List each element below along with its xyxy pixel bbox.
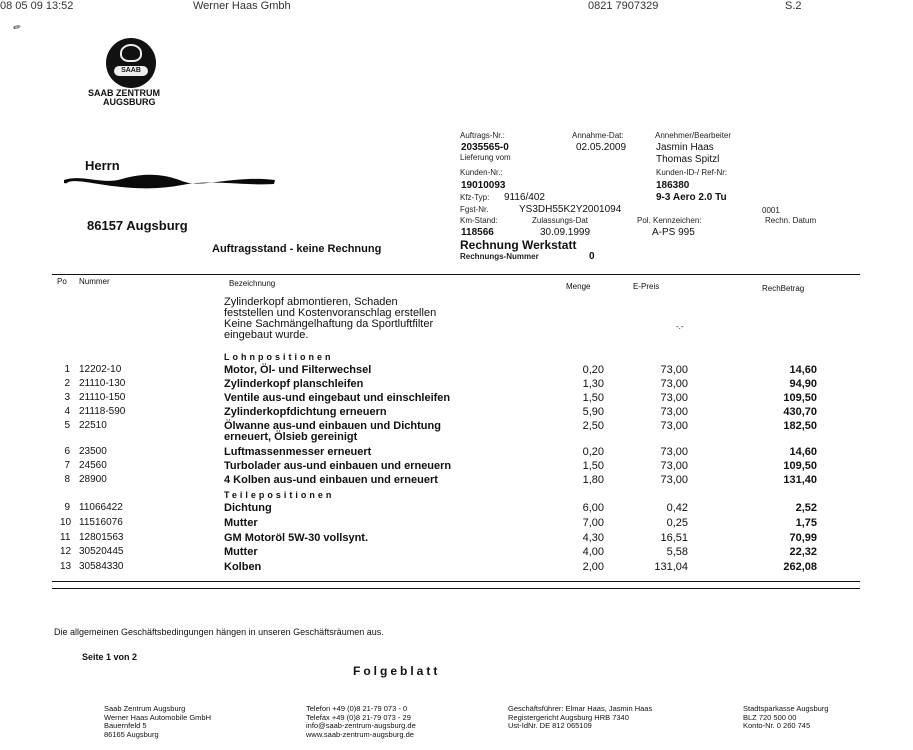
footer-line: Bauernfeld 5 xyxy=(104,721,147,730)
row-bezeichnung: Ventile aus-und eingebaut und einschleifen xyxy=(224,392,451,404)
row-menge: 4,00 xyxy=(582,546,604,558)
annahme-label: Annahme-Dat: xyxy=(572,131,624,140)
kmstand-label: Km-Stand: xyxy=(460,216,498,225)
row-betrag: 22,32 xyxy=(789,546,817,558)
recipient-salutation: Herrn xyxy=(85,158,120,173)
fax-sender: Werner Haas Gmbh xyxy=(193,0,291,12)
footer-line: Ust-IdNr. DE 812 065109 xyxy=(508,721,592,730)
row-bezeichnung: Zylinderkopf planschleifen xyxy=(224,378,364,390)
kfz-typ: 9116/402 xyxy=(504,192,545,203)
row-pos: 6 xyxy=(64,446,70,457)
page-of: Seite 1 von 2 xyxy=(82,652,138,662)
bearbeiter2: Thomas Spitzl xyxy=(656,154,720,165)
table-row xyxy=(0,392,913,406)
table-row xyxy=(0,546,913,560)
rechnungs-nr-label: Rechnungs-Nummer xyxy=(460,252,539,261)
row-menge: 4,30 xyxy=(582,532,604,544)
footer-line: 86165 Augsburg xyxy=(104,729,159,739)
row-menge: 5,90 xyxy=(582,406,604,418)
note-line: Keine Sachmängelhaftung da Sportluftfilter xyxy=(224,318,434,330)
bearbeiter-label: Annehmer/Bearbeiter xyxy=(655,131,732,140)
footer-line: Registergericht Augsburg HRB 7340 xyxy=(508,712,629,722)
fax-phone: 0821 7907329 xyxy=(588,0,659,12)
row-menge: 1,50 xyxy=(582,392,604,404)
row-preis: 0,25 xyxy=(666,517,688,529)
kunden-nr-label: Kunden-Nr.: xyxy=(460,168,503,177)
row-bezeichnung-cont: erneuert, Ölsieb gereinigt xyxy=(224,431,358,443)
row-nummer: 23500 xyxy=(79,446,107,457)
footer-line: Konto-Nr. 0 260 745 xyxy=(743,721,811,730)
section-lohnpositionen: Lohnpositionen xyxy=(224,352,334,362)
footer-line: Geschäftsführer: Elmar Haas, Jasmin Haas xyxy=(508,704,653,713)
footer-line: www.saab-zentrum-augsburg.de xyxy=(306,729,414,739)
row-bezeichnung: Mutter xyxy=(224,517,258,529)
table-row xyxy=(0,406,913,420)
row-menge: 2,50 xyxy=(582,420,604,432)
row-preis: 73,00 xyxy=(660,406,688,418)
row-menge: 0,20 xyxy=(582,364,604,376)
row-pos: 12 xyxy=(60,546,72,557)
row-bezeichnung: Luftmassenmesser erneuert xyxy=(224,446,372,458)
row-betrag: 94,90 xyxy=(789,378,817,390)
zulassung: 30.09.1999 xyxy=(540,227,591,238)
note-mark: -.- xyxy=(676,322,684,331)
row-nummer: 12202-10 xyxy=(79,364,122,375)
col-header-bezeichnung: Bezeichnung xyxy=(229,279,276,288)
row-betrag: 182,50 xyxy=(783,420,817,432)
kmstand: 118566 xyxy=(461,227,494,238)
row-pos: 1 xyxy=(64,364,70,375)
row-menge: 7,00 xyxy=(582,517,604,529)
footer-registry xyxy=(508,705,652,731)
table-row xyxy=(0,420,913,446)
row-bezeichnung: 4 Kolben aus-und einbauen und erneuert xyxy=(224,474,438,486)
section-teilepositionen: Teilepositionen xyxy=(224,490,335,500)
row-pos: 7 xyxy=(64,460,70,471)
row-nummer: 30584330 xyxy=(79,561,124,572)
row-preis: 5,58 xyxy=(666,546,688,558)
fgst: YS3DH55K2Y2001094 xyxy=(519,204,622,215)
header-rule-top xyxy=(52,274,860,275)
kennzeichen-label: Pol. Kennzeichen: xyxy=(637,216,702,225)
row-betrag: 14,60 xyxy=(789,446,817,458)
row-preis: 73,00 xyxy=(660,474,688,486)
row-betrag: 14,60 xyxy=(789,364,817,376)
row-betrag: 262,08 xyxy=(783,561,817,573)
row-menge: 0,20 xyxy=(582,446,604,458)
kfz-typ-label: Kfz-Typ: xyxy=(460,193,490,202)
footer-contact xyxy=(306,705,416,739)
row-nummer: 30520445 xyxy=(79,546,124,557)
row-nummer: 21110-130 xyxy=(79,378,126,389)
col-header-betrag: RechBetrag xyxy=(762,284,805,293)
kunden-nr: 19010093 xyxy=(461,180,506,191)
row-betrag: 2,52 xyxy=(795,502,817,514)
row-bezeichnung: Turbolader aus-und einbauen und erneuern xyxy=(224,460,452,472)
row-pos: 8 xyxy=(64,474,70,485)
footer-bank xyxy=(743,705,828,731)
table-row xyxy=(0,532,913,546)
row-preis: 131,04 xyxy=(654,561,688,573)
row-bezeichnung: Mutter xyxy=(224,546,258,558)
row-nummer: 21110-150 xyxy=(79,392,126,403)
row-preis: 0,42 xyxy=(666,502,688,514)
footer-line: Telefax +49 (0)8 21-79 073 - 29 xyxy=(306,712,411,722)
table-row xyxy=(0,474,913,488)
row-bezeichnung: Motor, Öl- und Filterwechsel xyxy=(224,364,372,376)
table-row xyxy=(0,561,913,575)
lieferung-label: Lieferung vom xyxy=(460,153,511,162)
auftrags-nr-label: Auftrags-Nr.: xyxy=(460,131,505,140)
row-nummer: 24560 xyxy=(79,460,107,471)
row-pos: 13 xyxy=(60,561,72,572)
col-header-preis: E-Preis xyxy=(633,282,660,291)
fax-page: S.2 xyxy=(785,0,802,12)
table-row xyxy=(0,378,913,392)
redaction-scribble xyxy=(62,171,277,189)
kennzeichen: A-PS 995 xyxy=(652,227,695,238)
fgst-label: Fgst-Nr. xyxy=(460,205,489,214)
fgst-suffix: 0001 xyxy=(762,206,780,215)
saab-logo xyxy=(106,38,156,88)
model: 9-3 Aero 2.0 Tu xyxy=(656,192,727,203)
row-menge: 1,30 xyxy=(582,378,604,390)
table-row xyxy=(0,502,913,516)
row-betrag: 131,40 xyxy=(783,474,817,486)
row-pos: 5 xyxy=(64,420,70,431)
row-nummer: 11516076 xyxy=(79,517,123,528)
note-line: eingebaut wurde. xyxy=(224,329,309,341)
auftrags-nr: 2035565-0 xyxy=(461,142,509,153)
row-preis: 73,00 xyxy=(660,378,688,390)
row-nummer: 12801563 xyxy=(79,532,124,543)
table-row xyxy=(0,364,913,378)
doc-title: Rechnung Werkstatt xyxy=(460,238,577,252)
fax-datetime: 08 05 09 13:52 xyxy=(0,0,74,12)
folgeblatt: Folgeblatt xyxy=(353,664,441,678)
terms-text: Die allgemeinen Geschäftsbedingungen hängen in unseren Geschäftsräumen aus. xyxy=(54,627,384,637)
footer-line: info@saab-zentrum-augsburg.de xyxy=(306,721,416,730)
col-header-menge: Menge xyxy=(566,282,591,291)
zulassung-label: Zulassungs-Dat xyxy=(532,216,589,225)
row-preis: 73,00 xyxy=(660,460,688,472)
row-nummer: 21118-590 xyxy=(79,406,126,417)
row-bezeichnung: Kolben xyxy=(224,561,262,573)
row-menge: 1,50 xyxy=(582,460,604,472)
row-menge: 2,00 xyxy=(582,561,604,573)
row-nummer: 11066422 xyxy=(79,502,123,513)
rechnungs-nr: 0 xyxy=(589,251,595,262)
row-preis: 73,00 xyxy=(660,392,688,404)
row-preis: 16,51 xyxy=(660,532,688,544)
logo-line2: AUGSBURG xyxy=(103,97,156,107)
footer-line: Telefon +49 (0)8 21-79 073 - 0 xyxy=(306,704,408,713)
row-pos: 10 xyxy=(60,517,72,528)
row-preis: 73,00 xyxy=(660,364,688,376)
kunden-id: 186380 xyxy=(656,180,690,191)
status-line: Auftragsstand - keine Rechnung xyxy=(212,243,382,255)
row-pos: 3 xyxy=(64,392,70,403)
row-preis: 73,00 xyxy=(660,420,688,432)
kunden-id-label: Kunden-ID-/ Ref-Nr: xyxy=(656,168,728,177)
table-row xyxy=(0,446,913,460)
row-bezeichnung: Ölwanne aus-und einbauen und Dichtung xyxy=(224,420,441,432)
table-rule-bottom xyxy=(52,581,860,582)
table-row xyxy=(0,460,913,474)
row-betrag: 109,50 xyxy=(783,460,817,472)
table-row xyxy=(0,517,913,531)
col-header-po: Po xyxy=(57,277,67,286)
footer-line: BLZ 720 500 00 xyxy=(743,712,797,722)
table-rule-bottom-2 xyxy=(52,588,860,589)
griffin-icon xyxy=(120,44,142,62)
row-preis: 73,00 xyxy=(660,446,688,458)
row-bezeichnung: GM Motoröl 5W-30 vollsynt. xyxy=(224,532,369,544)
row-betrag: 70,99 xyxy=(789,532,817,544)
logo-line1: SAAB ZENTRUM xyxy=(88,88,160,98)
fax-mark: ✎ xyxy=(11,21,24,34)
row-betrag: 430,70 xyxy=(783,406,817,418)
row-pos: 2 xyxy=(64,378,70,389)
footer-address xyxy=(104,705,211,739)
row-bezeichnung: Dichtung xyxy=(224,502,272,514)
row-nummer: 22510 xyxy=(79,420,107,431)
row-nummer: 28900 xyxy=(79,474,107,485)
footer-line: Saab Zentrum Augsburg xyxy=(104,704,186,713)
row-menge: 1,80 xyxy=(582,474,604,486)
recipient-city: 86157 Augsburg xyxy=(87,218,188,233)
row-menge: 6,00 xyxy=(582,502,604,514)
row-pos: 4 xyxy=(64,406,70,417)
row-betrag: 109,50 xyxy=(783,392,817,404)
row-pos: 11 xyxy=(60,532,71,543)
note-line: Zylinderkopf abmontieren, Schaden xyxy=(224,296,398,308)
row-pos: 9 xyxy=(64,502,70,513)
bearbeiter1: Jasmin Haas xyxy=(656,142,714,153)
row-bezeichnung: Zylinderkopfdichtung erneuern xyxy=(224,406,387,418)
note-line: feststellen und Kostenvoranschlag erstellen xyxy=(224,307,437,319)
logo-badge: SAAB xyxy=(114,66,148,76)
recipient-redaction xyxy=(62,171,277,189)
col-header-nummer: Nummer xyxy=(79,277,110,286)
footer-line: Werner Haas Automobile GmbH xyxy=(104,712,211,722)
footer-line: Stadtsparkasse Augsburg xyxy=(743,704,829,713)
row-betrag: 1,75 xyxy=(795,517,817,529)
annahme-date: 02.05.2009 xyxy=(576,142,627,153)
rechn-datum-label: Rechn. Datum xyxy=(765,216,817,225)
